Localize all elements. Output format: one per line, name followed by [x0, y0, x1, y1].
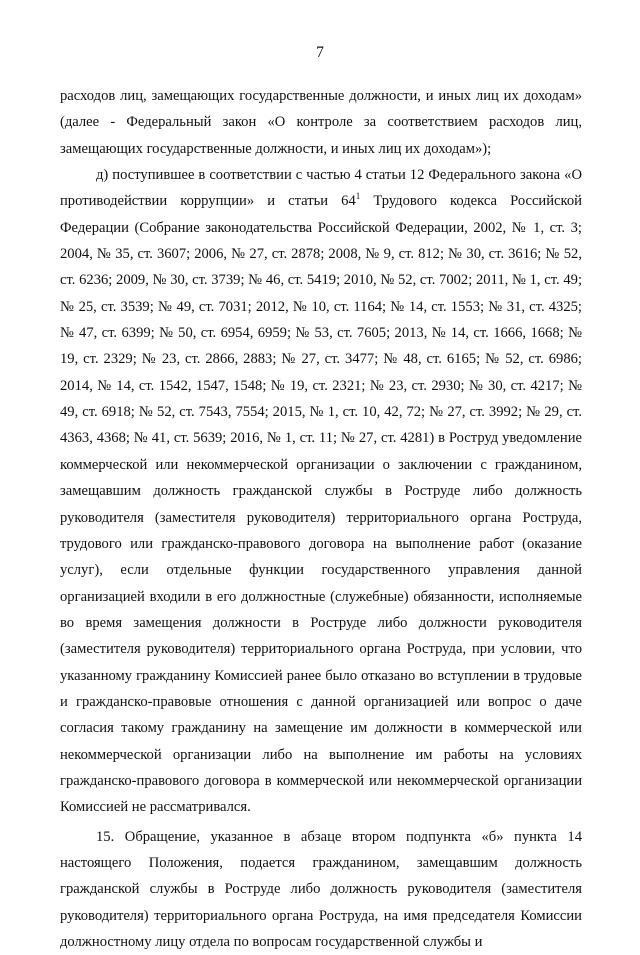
paragraph-clause-15: 15. Обращение, указанное в абзаце втором подпункта «б» пункта 14 настоящего Положения, подается гражданином, замещавшим должность гражданской службы в Роструде либо должность руководителя (заместителя руководителя) территориального органа Роструда, на имя председателя Комиссии должностному лицу отдела по вопросам государственной службы и: [60, 828, 582, 950]
paragraph-continuation: расходов лиц, замещающих государственные должности, и иных лиц их доходам» (далее - Федеральный закон «О контроле за соответствием расходов лиц, замещающих государственные должности, и иных лиц их доходам»);: [60, 88, 582, 157]
page-number: 7: [316, 44, 324, 61]
document-body: [60, 83, 582, 955]
paragraph-item-d-rest: Трудового кодекса Российской Федерации (Собрание законодательства Российской Федерации, 2002, № 1, ст. 3; 2004, № 35, ст. 3607; 2006, № 27, ст. 2878; 2008, № 9, ст. 812; № 30, ст. 3616; № 52, ст. 6236; 2009, № 30, ст. 3739; № 46, ст. 5419; 2010, № 52, ст. 7002; 2011, № 1, ст. 49; № 25, ст. 3539; № 49, ст. 7031; 2012, № 10, ст. 1164; № 14, ст. 1553; № 31, ст. 4325; № 47, ст. 6399; № 50, ст. 6954, 6959; № 53, ст. 7605; 2013, № 14, ст. 1666, 1668; № 19, ст. 2329; № 23, ст. 2866, 2883; № 27, ст. 3477; № 48, ст. 6165; № 52, ст. 6986; 2014, № 14, ст. 1542, 1547, 1548; № 19, ст. 2321; № 23, ст. 2930; № 30, ст. 4217; № 49, ст. 6918; № 52, ст. 7543, 7554; 2015, № 1, ст. 10, 42, 72; № 27, ст. 3992; № 29, ст. 4363, 4368; № 41, ст. 5639; 2016, № 1, ст. 11; № 27, ст. 4281) в Роструд уведомление коммерческой или некоммерческой организации о заключении с гражданином, замещавшим должность гражданской службы в Роструде либо должность руководителя (заместителя руководителя) территориального органа Роструда, трудового или гражданско-правового договора на выполнение работ (оказание услуг), если отдельные функции государственного управления данной организацией входили в его должностные (служебные) обязанности, исполняемые во время замещения должности в Роструде либо должности руководителя (заместителя руководителя) территориального органа Роструда, при условии, что указанному гражданину Комиссией ранее было отказано во вступлении в трудовые и гражданско-правовые отношения с данной организацией или вопрос о даче согласия такому гражданину на замещение им должности в коммерческой или некоммерческой организации либо на выполнение им работы на условиях гражданско-правового договора в коммерческой или некоммерческой организации Комиссией не рассматривался.: [60, 193, 582, 816]
paragraph-item-d-start: д) поступившее в соответствии с частью 4 статьи 12 Федерального закона «О противодействии коррупции» и статьи 64: [60, 167, 582, 210]
superscript-article-index: 1: [355, 191, 361, 202]
paragraph-item-d: [60, 162, 582, 821]
